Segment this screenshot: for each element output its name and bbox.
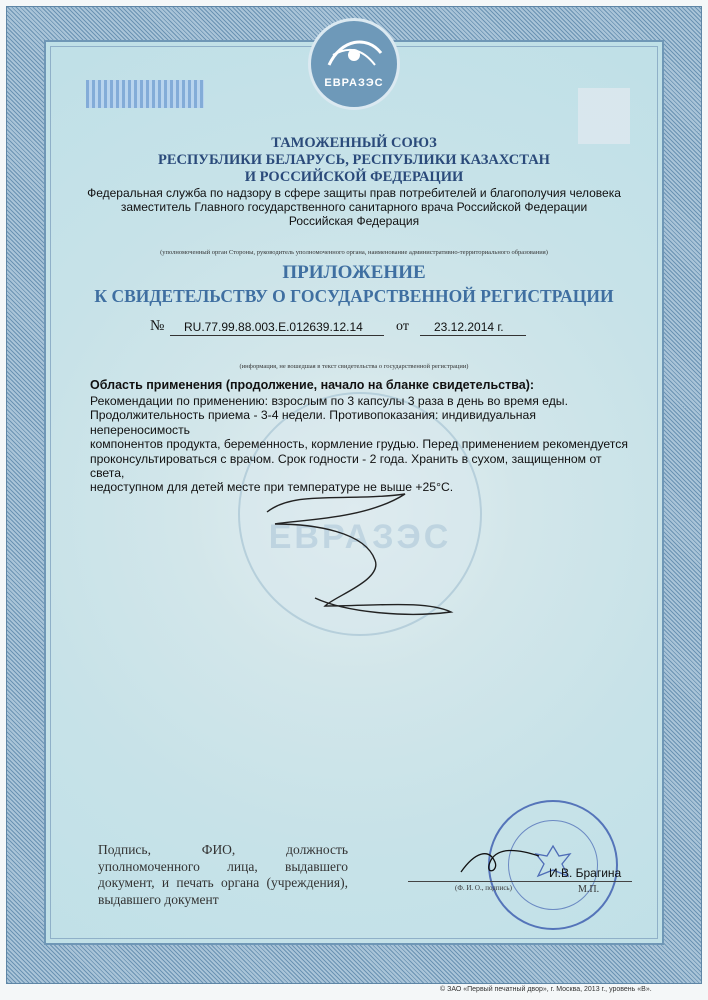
signatory-name: И.В. Брагина: [549, 866, 622, 880]
authority-caption: (уполномоченный орган Стороны, руководитель уполномоченного органа, наименование административно-территориального образования): [160, 249, 548, 256]
text-line: Продолжительность приема - 3-4 недели. Противопоказания: индивидуальная непереносимость: [90, 408, 536, 437]
union-title-line-2: РЕСПУБЛИКИ БЕЛАРУСЬ, РЕСПУБЛИКИ КАЗАХСТАН: [158, 152, 550, 168]
signature-line: [408, 881, 632, 882]
mp-label: М.П.: [578, 884, 600, 895]
text-line: Рекомендации по применению: взрослым по 3 капсулы 3 раза в день во время еды.: [90, 394, 568, 408]
number-label: №: [150, 318, 165, 334]
agency-line-1: Федеральная служба по надзору в сфере защиты прав потребителей и благополучия человека: [87, 186, 621, 200]
union-title-line-3: И РОССИЙСКОЙ ФЕДЕРАЦИИ: [244, 169, 464, 185]
text-line: проконсультироваться с врачом. Срок годности - 2 года. Хранить в сухом, защищенном от света,: [90, 451, 602, 481]
handwritten-signature-small: [455, 842, 545, 882]
text-line: компонентов продукта, беременность, кормление грудью. Перед применением рекомендуется: [90, 437, 628, 452]
hologram-strip: [86, 80, 204, 108]
emblem-label: ЕВРАЗЭС: [324, 77, 384, 89]
evrazes-emblem-icon: [308, 18, 400, 110]
registration-date: 23.12.2014 г.: [434, 320, 504, 334]
handwritten-signature-large: [255, 480, 455, 630]
date-label: от: [396, 319, 409, 334]
union-title-line-1: ТАМОЖЕННЫЙ СОЮЗ: [271, 135, 437, 151]
fio-caption: (Ф. И. О., подпись): [455, 884, 512, 892]
text-line: недоступном для детей месте при температуре не выше +25°С.: [90, 480, 454, 495]
document-subtitle: К СВИДЕТЕЛЬСТВУ О ГОСУДАРСТВЕННОЙ РЕГИСТРАЦИИ: [94, 286, 614, 306]
registration-number: RU.77.99.88.003.E.012639.12.14: [184, 320, 363, 334]
watermark-label: ЕВРАЗЭС: [268, 518, 452, 556]
date-underline: [420, 335, 526, 336]
registration-caption: (информация, не вошедшая в текст свидетельства о государственной регистрации): [239, 363, 469, 370]
signature-label: Подпись, ФИО, должность уполномоченного лица, выдавшего документ, и печать органа (учреждения), выдавшего документ: [98, 842, 348, 907]
section-title: Область применения (продолжение, начало на бланке свидетельства):: [90, 378, 535, 392]
printer-footer: © ЗАО «Первый печатный двор», г. Москва, 2013 г., уровень «В».: [440, 986, 652, 993]
number-underline: [170, 335, 384, 336]
agency-line-3: Российская Федерация: [288, 214, 420, 228]
document-title: ПРИЛОЖЕНИЕ: [282, 262, 426, 283]
agency-line-2: заместитель Главного государственного санитарного врача Российской Федерации: [120, 200, 588, 214]
